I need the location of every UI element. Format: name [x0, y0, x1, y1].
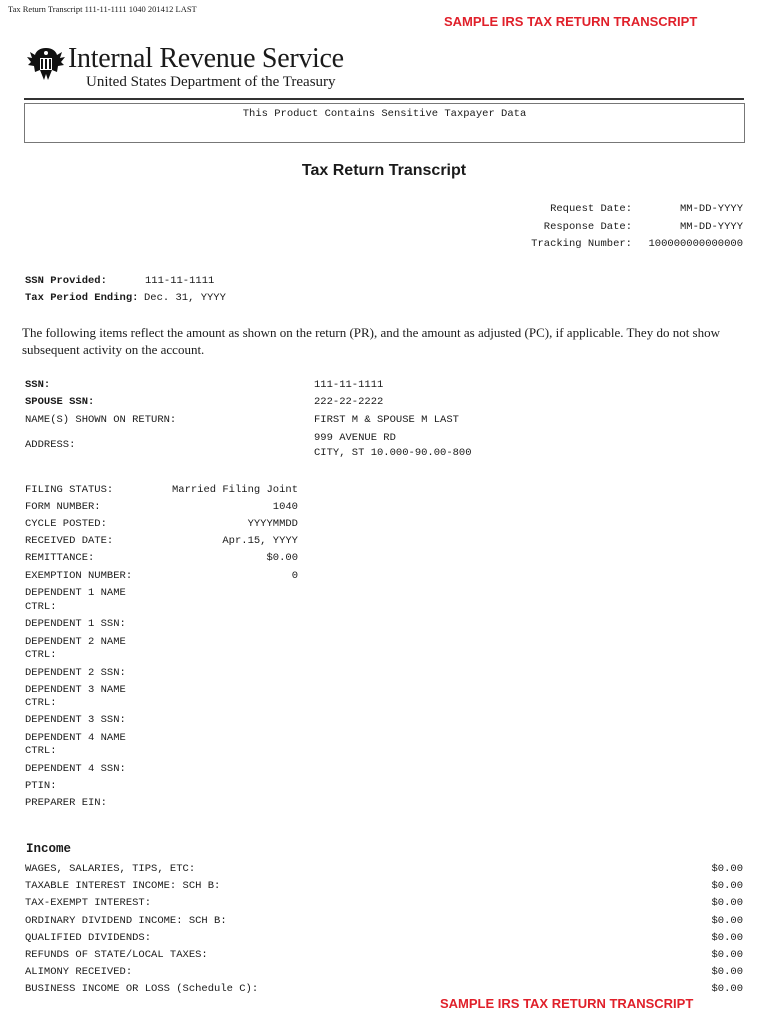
dependent-3-ssn-label: DEPENDENT 3 SSN:	[25, 714, 126, 726]
income-row-label: REFUNDS OF STATE/LOCAL TAXES:	[25, 949, 208, 961]
income-row-value: $0.00	[711, 915, 743, 927]
income-row-label: TAX-EXEMPT INTEREST:	[25, 897, 152, 909]
income-row-label: TAXABLE INTEREST INCOME: SCH B:	[25, 880, 221, 892]
income-row-label: QUALIFIED DIVIDENDS:	[25, 932, 152, 944]
income-row-label: ORDINARY DIVIDEND INCOME: SCH B:	[25, 915, 227, 927]
sample-watermark-top: SAMPLE IRS TAX RETURN TRANSCRIPT	[444, 14, 698, 29]
received-date-value: Apr.15, YYYY	[222, 535, 298, 547]
response-date-label: Response Date:	[543, 221, 632, 233]
ssn-label: SSN:	[25, 379, 51, 391]
dependent-1-name-label-ctrl: CTRL:	[25, 601, 57, 613]
ssn-value: 111-11-1111	[314, 379, 384, 391]
form-number-value: 1040	[272, 501, 298, 513]
income-row-value: $0.00	[711, 863, 743, 875]
sensitive-data-notice-box	[24, 103, 745, 143]
form-number-label: FORM NUMBER:	[25, 501, 101, 513]
dependent-1-name-label: DEPENDENT 1 NAME	[25, 587, 126, 599]
address-line-2: CITY, ST 10.000-90.00-800	[314, 447, 472, 459]
intro-paragraph: The following items reflect the amount as shown on the return (PR), and the amount as adjusted (PC), if applicable. They do not show subsequent activity on the account.	[22, 325, 721, 357]
header-divider	[24, 98, 744, 100]
income-row-value: $0.00	[711, 897, 743, 909]
address-label: ADDRESS:	[25, 439, 76, 451]
income-heading: Income	[26, 842, 72, 856]
preparer-ein-label: PREPARER EIN:	[25, 797, 107, 809]
agency-department: United States Department of the Treasury	[86, 74, 336, 90]
tax-period-label: Tax Period Ending:	[25, 292, 139, 304]
income-row-label: WAGES, SALARIES, TIPS, ETC:	[25, 863, 196, 875]
tracking-number-label: Tracking Number:	[531, 238, 632, 250]
agency-name: Internal Revenue Service	[68, 43, 344, 74]
dependent-4-name-label: DEPENDENT 4 NAME	[25, 732, 126, 744]
remittance-label: REMITTANCE:	[25, 552, 95, 564]
tax-period-value: Dec. 31, YYYY	[144, 292, 226, 304]
income-row-value: $0.00	[711, 966, 743, 978]
spouse-ssn-value: 222-22-2222	[314, 396, 384, 408]
sensitive-data-notice: This Product Contains Sensitive Taxpayer Data	[242, 108, 527, 120]
income-row-label: BUSINESS INCOME OR LOSS (Schedule C):	[25, 983, 259, 995]
ssn-provided-label: SSN Provided:	[25, 275, 107, 287]
received-date-label: RECEIVED DATE:	[25, 535, 114, 547]
tracking-number-value: 100000000000000	[648, 238, 743, 250]
dependent-4-ssn-label: DEPENDENT 4 SSN:	[25, 763, 126, 775]
dependent-4-name-label-ctrl: CTRL:	[25, 745, 57, 757]
filing-status-value: Married Filing Joint	[171, 484, 298, 496]
dependent-2-name-label: DEPENDENT 2 NAME	[25, 636, 126, 648]
irs-eagle-logo-icon	[26, 46, 66, 82]
ptin-label: PTIN:	[25, 780, 57, 792]
request-date-value: MM-DD-YYYY	[679, 203, 743, 215]
response-date-value: MM-DD-YYYY	[679, 221, 743, 233]
address-line-1: 999 AVENUE RD	[314, 432, 396, 444]
names-on-return-label: NAME(S) SHOWN ON RETURN:	[25, 414, 177, 426]
request-date-label: Request Date:	[550, 203, 632, 215]
dependent-3-name-label-ctrl: CTRL:	[25, 697, 57, 709]
filing-status-label: FILING STATUS:	[25, 484, 114, 496]
page-title: Tax Return Transcript	[301, 162, 467, 179]
document-header-line: Tax Return Transcript 111-11-1111 1040 201412 LAST	[8, 4, 197, 14]
dependent-2-ssn-label: DEPENDENT 2 SSN:	[25, 667, 126, 679]
sample-watermark-bottom: SAMPLE IRS TAX RETURN TRANSCRIPT	[440, 996, 694, 1011]
ssn-provided-value: 111-11-1111	[145, 275, 215, 287]
income-row-label: ALIMONY RECEIVED:	[25, 966, 133, 978]
exemption-number-value: 0	[291, 570, 298, 582]
income-row-value: $0.00	[711, 932, 743, 944]
dependent-1-ssn-label: DEPENDENT 1 SSN:	[25, 618, 126, 630]
income-row-value: $0.00	[711, 880, 743, 892]
remittance-value: $0.00	[266, 552, 298, 564]
names-on-return-value: FIRST M & SPOUSE M LAST	[314, 414, 459, 426]
cycle-posted-label: CYCLE POSTED:	[25, 518, 107, 530]
dependent-2-name-label-ctrl: CTRL:	[25, 649, 57, 661]
dependent-3-name-label: DEPENDENT 3 NAME	[25, 684, 126, 696]
spouse-ssn-label: SPOUSE SSN:	[25, 396, 95, 408]
income-row-value: $0.00	[711, 983, 743, 995]
income-row-value: $0.00	[711, 949, 743, 961]
cycle-posted-value: YYYYMMDD	[247, 518, 298, 530]
exemption-number-label: EXEMPTION NUMBER:	[25, 570, 133, 582]
